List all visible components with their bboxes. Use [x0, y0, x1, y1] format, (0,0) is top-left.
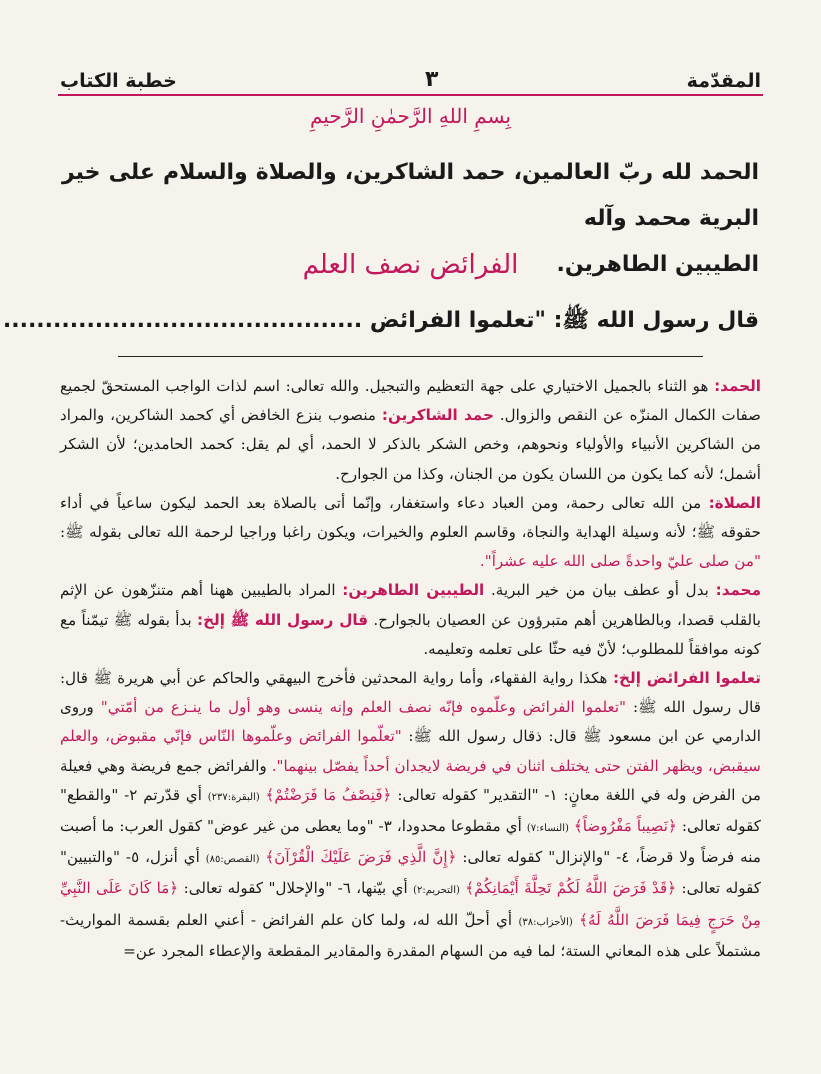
running-header [60, 58, 761, 92]
term-hamd: الحمد: [714, 377, 761, 395]
term-tayyibin: الطيبين الطاهرين: [342, 581, 485, 600]
text-faraid-3: أي مقطوعا محدودا، ٣- "وما يعطى من غير عوض" كقول العرب: ما أصبت منه فرضاً ولا قرضاً، ٤- "والإنزال" كقوله تعالى: [60, 817, 762, 867]
paragraph-hamd [60, 372, 761, 489]
ayah-4: ﴿قَدْ فَرَضَ اللَّهُ لَكُمْ تَحِلَّةَ أَيْمَانِكُمْ﴾ [465, 879, 677, 898]
hadith-line [2, 306, 759, 338]
term-hamd-shakirin: حمد الشاكرين: [381, 406, 494, 425]
ayah-ref-3: (القصص:٨٥) [205, 854, 260, 866]
intro-line-1: الحمد لله ربّ العالمين، حمد الشاكرين، والصلاة والسلام على خير البرية محمد وآله [62, 160, 759, 231]
term-qala: قال رسول الله ﷺ إلخ: [197, 610, 369, 629]
text-faraid-1: والفرائض جمع فريضة وهي فعيلة من الفرض وله في اللغة معانٍ: ١- "التقدير" كقوله تعالى: [60, 756, 761, 804]
hadith-dots: ........................................... [2, 308, 363, 333]
ayah-1: ﴿فَنِصْفُ مَا فَرَضْتُمْ﴾ [265, 785, 392, 804]
text-hamd-shakirin: منصوب بنزع الخافض أي كحمد الشاكرين، والمراد من الشاكرين الأنبياء والأولياء ونحوهم، وخص الشكر بالذكر لا الحمد، أي لم يقل: كحمد الحامدين؛ لأن الشكر أشمل؛ لأنه كما يكون من اللسان يكون من الجنان، وكذا من الجوارح. [60, 406, 761, 483]
text-faraid-6: أي أحلّ الله له، ولما كان علم الفرائض - أعني العلم بقسمة المواريث- مشتملاً على هذه المعاني الستة؛ لما فيه من السهام المقدرة والمقادير المقطعة والإعطاء المجرد عن= [60, 910, 761, 960]
hadith-lead: قال رسول الله ﷺ: "تعلموا الفرائض [369, 308, 759, 333]
quote-salat: "من صلى عليّ واحدةً صلى الله عليه عشراً". [479, 552, 761, 571]
footnote-divider [118, 356, 703, 357]
commentary [60, 372, 761, 1054]
text-muhammad: بدل أو عطف بيان من خير البرية. [490, 581, 709, 600]
basmala: بِسمِ اللهِ الرَّحمٰنِ الرَّحيمِ [309, 104, 511, 128]
text-hamd: هو الثناء بالجميل الاختياري على جهة التعظيم والتبجيل. والله تعالى: اسم لذات الواجب المستحقّ لجميع صفات الكمال المنزّه عن النقص والزوال. [60, 377, 762, 425]
paragraph-muhammad [60, 576, 761, 664]
ayah-ref-4: (التحريم:٢) [413, 885, 460, 897]
ayah-2: ﴿نَصِيباً مَفْرُوضاً﴾ [573, 817, 677, 836]
paragraph-salat [60, 489, 761, 577]
paragraph-taallamu [60, 664, 761, 966]
ayah-ref-2: (النساء:٧) [526, 823, 569, 835]
quote-taallamu-1: "تعلموا الفرائض وعلّموه فإنّه نصف العلم وإنه ينسى وهو أول ما ينـزع من أمّتي" [100, 698, 627, 717]
term-taallamu: تعلموا الفرائض إلخ: [612, 669, 761, 688]
page-number: ٣ [425, 67, 439, 92]
quote-taallamu-2: "تعلّموا الفرائض وعلّموها النّاس فإنّي مقبوض، والعلم سيقبض، ويظهر الفتن حتى يختلف اثنان في فريضة لايجدان أحداً يفصّل بينهما". [60, 727, 761, 775]
header-section: خطبة الكتاب [60, 70, 177, 92]
text-taallamu-1: هكذا رواية الفقهاء، وأما رواية المحدثين فأخرج البيهقي والحاكم عن أبي هريرة ﷺ قال: قال رسول الله ﷺ: [60, 669, 762, 717]
header-chapter: المقدّمة [686, 70, 761, 92]
ayah-5: ﴿مَا كَانَ عَلَى النَّبِيِّ مِنْ حَرَجٍ فِيمَا فَرَضَ اللَّهُ لَهُ﴾ [60, 879, 762, 929]
term-salat: الصلاة: [708, 493, 762, 512]
text-faraid-5: أي بيّنها، ٦- "والإحلال" كقوله تعالى: [183, 879, 408, 898]
text-salat: من الله تعالى رحمة، ومن العباد دعاء واستغفار، وإنّما أتى بالصلاة بعد الحمد ليكون ساعياً في أداء حقوقه ﷺ؛ لأنه وسيلة الهداية والنجاة، وقاسم العلوم والخيرات، ويكون راغبا وراجيا لرحمة الله تعالى بقوله ﷺ: [60, 493, 761, 542]
ayah-ref-5: (الأحزاب:٣٨) [518, 916, 573, 928]
text-faraid-4: أي أنزل، ٥- "والتبيين" كقوله تعالى: [60, 848, 762, 898]
intro-line-2: الطيبين الطاهرين. [556, 252, 759, 277]
text-tayyibin: المراد بالطيبين ههنا أهم متنزّهون عن الإثم بالقلب قصدا، وبالطاهرين أهم متبرؤون عن العصيان بالجوارح. [60, 581, 761, 629]
header-rule [58, 94, 763, 96]
text-faraid-2: أي قدّرتم ٢- "والقطع" كقوله تعالى: [60, 785, 761, 836]
section-title: الفرائض نصف العلم [302, 250, 519, 280]
ayah-ref-1: (البقرة:٢٣٧) [207, 791, 260, 803]
text-qala: بدأ بقوله ﷺ تيمّناً مع كونه موافقاً للمطلوب؛ لأنّ فيه حثّا على تعلمه وتعليمه. [60, 610, 761, 658]
text-taallamu-2: وروى الدارمي عن ابن مسعود ﷺ قال: ذقال رسول الله ﷺ: [60, 698, 761, 746]
ayah-3: ﴿إِنَّ الَّذِي فَرَضَ عَلَيْكَ الْقُرْآنَ﴾ [265, 848, 457, 867]
term-muhammad: محمد: [715, 581, 762, 600]
